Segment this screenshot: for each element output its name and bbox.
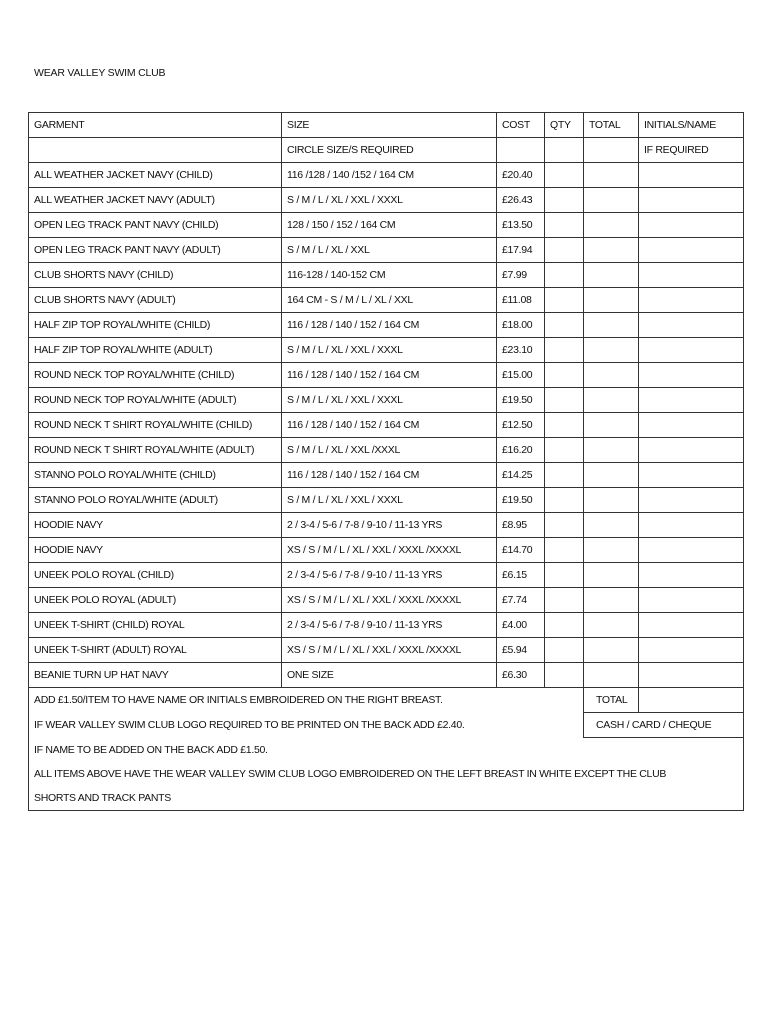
cost-value: £7.99 [497,263,545,288]
size-options[interactable]: 116 / 128 / 140 / 152 / 164 CM [282,363,497,388]
header-qty: QTY [545,113,584,138]
garment-name: ALL WEATHER JACKET NAVY (CHILD) [29,163,282,188]
cost-value: £18.00 [497,313,545,338]
cost-value: £20.40 [497,163,545,188]
cost-value: £16.20 [497,438,545,463]
initials-field[interactable] [639,588,744,613]
order-form-table [28,112,744,811]
size-options[interactable]: XS / S / M / L / XL / XXL / XXXL /XXXXL [282,588,497,613]
garment-row [29,638,744,663]
qty-field[interactable] [545,563,584,588]
cost-value: £14.70 [497,538,545,563]
note-line: ADD £1.50/ITEM TO HAVE NAME OR INITIALS EMBROIDERED ON THE RIGHT BREAST. [29,688,584,713]
subheader-cost-blank [497,138,545,163]
total-field[interactable] [584,563,639,588]
payment-methods[interactable]: CASH / CARD / CHEQUE [584,713,744,738]
garment-name: CLUB SHORTS NAVY (ADULT) [29,288,282,313]
garment-row [29,463,744,488]
notes-blank [584,786,744,811]
cost-value: £19.50 [497,488,545,513]
garment-name: UNEEK POLO ROYAL (ADULT) [29,588,282,613]
garment-name: STANNO POLO ROYAL/WHITE (ADULT) [29,488,282,513]
total-field[interactable] [584,263,639,288]
total-field[interactable] [584,388,639,413]
size-options[interactable]: 116 /128 / 140 /152 / 164 CM [282,163,497,188]
cost-value: £8.95 [497,513,545,538]
qty-field[interactable] [545,363,584,388]
initials-field[interactable] [639,613,744,638]
subheader-size: CIRCLE SIZE/S REQUIRED [282,138,497,163]
cost-value: £13.50 [497,213,545,238]
garment-row [29,363,744,388]
cost-value: £19.50 [497,388,545,413]
cost-value: £6.15 [497,563,545,588]
qty-field[interactable] [545,663,584,688]
garment-name: HOODIE NAVY [29,538,282,563]
qty-field[interactable] [545,613,584,638]
size-options[interactable]: 116 / 128 / 140 / 152 / 164 CM [282,313,497,338]
garment-name: ROUND NECK TOP ROYAL/WHITE (ADULT) [29,388,282,413]
total-field[interactable] [584,463,639,488]
note-row [29,713,744,738]
garment-row [29,413,744,438]
size-options[interactable]: 116-128 / 140-152 CM [282,263,497,288]
qty-field[interactable] [545,313,584,338]
garment-name: HOODIE NAVY [29,513,282,538]
total-field[interactable] [584,513,639,538]
total-field[interactable] [584,538,639,563]
subheader-total-blank [584,138,639,163]
size-options[interactable]: S / M / L / XL / XXL / XXXL [282,488,497,513]
garment-name: BEANIE TURN UP HAT NAVY [29,663,282,688]
initials-field[interactable] [639,288,744,313]
cost-value: £17.94 [497,238,545,263]
size-options[interactable]: 2 / 3-4 / 5-6 / 7-8 / 9-10 / 11-13 YRS [282,563,497,588]
qty-field[interactable] [545,488,584,513]
cost-value: £15.00 [497,363,545,388]
note-row [29,762,744,786]
size-options[interactable]: S / M / L / XL / XXL / XXXL [282,388,497,413]
qty-field[interactable] [545,388,584,413]
initials-field[interactable] [639,663,744,688]
initials-field[interactable] [639,213,744,238]
garment-row [29,338,744,363]
size-options[interactable]: XS / S / M / L / XL / XXL / XXXL /XXXXL [282,538,497,563]
qty-field[interactable] [545,163,584,188]
size-options[interactable]: S / M / L / XL / XXL /XXXL [282,438,497,463]
note-row [29,688,744,713]
initials-field[interactable] [639,563,744,588]
header-garment: GARMENT [29,113,282,138]
header-row [29,113,744,138]
initials-field[interactable] [639,363,744,388]
note-row [29,738,744,763]
garment-row [29,613,744,638]
cost-value: £6.30 [497,663,545,688]
garment-row [29,213,744,238]
garment-name: ALL WEATHER JACKET NAVY (ADULT) [29,188,282,213]
size-options[interactable]: 2 / 3-4 / 5-6 / 7-8 / 9-10 / 11-13 YRS [282,613,497,638]
total-field[interactable] [584,638,639,663]
total-field[interactable] [584,188,639,213]
garment-row [29,188,744,213]
initials-field[interactable] [639,238,744,263]
note-line: IF WEAR VALLEY SWIM CLUB LOGO REQUIRED TO BE PRINTED ON THE BACK ADD £2.40. [29,713,584,738]
cost-value: £12.50 [497,413,545,438]
initials-field[interactable] [639,438,744,463]
total-field[interactable] [584,438,639,463]
garment-name: UNEEK POLO ROYAL (CHILD) [29,563,282,588]
form-title: WEAR VALLEY SWIM CLUB [34,67,166,79]
initials-field[interactable] [639,388,744,413]
total-field[interactable] [584,613,639,638]
garment-row [29,163,744,188]
garment-row [29,538,744,563]
initials-field[interactable] [639,313,744,338]
note-row [29,786,744,811]
size-options[interactable]: 116 / 128 / 140 / 152 / 164 CM [282,463,497,488]
initials-field[interactable] [639,338,744,363]
qty-field[interactable] [545,538,584,563]
total-field[interactable] [584,488,639,513]
qty-field[interactable] [545,463,584,488]
size-options[interactable]: S / M / L / XL / XXL [282,238,497,263]
initials-field[interactable] [639,488,744,513]
qty-field[interactable] [545,288,584,313]
cost-value: £5.94 [497,638,545,663]
garment-name: OPEN LEG TRACK PANT NAVY (CHILD) [29,213,282,238]
size-options[interactable]: ONE SIZE [282,663,497,688]
size-options[interactable]: 2 / 3-4 / 5-6 / 7-8 / 9-10 / 11-13 YRS [282,513,497,538]
garment-row [29,513,744,538]
size-options[interactable]: S / M / L / XL / XXL / XXXL [282,188,497,213]
total-field[interactable] [584,213,639,238]
garment-row [29,238,744,263]
total-field[interactable] [584,288,639,313]
garment-row [29,588,744,613]
total-field[interactable] [584,588,639,613]
initials-field[interactable] [639,413,744,438]
garment-name: ROUND NECK T SHIRT ROYAL/WHITE (CHILD) [29,413,282,438]
size-options[interactable]: 164 CM - S / M / L / XL / XXL [282,288,497,313]
note-line: IF NAME TO BE ADDED ON THE BACK ADD £1.50. [29,738,584,763]
size-options[interactable]: S / M / L / XL / XXL / XXXL [282,338,497,363]
grand-total-label: TOTAL [584,688,639,713]
garment-row [29,388,744,413]
qty-field[interactable] [545,263,584,288]
size-options[interactable]: 128 / 150 / 152 / 164 CM [282,213,497,238]
qty-field[interactable] [545,413,584,438]
total-field[interactable] [584,663,639,688]
header-cost: COST [497,113,545,138]
qty-field[interactable] [545,438,584,463]
header-total: TOTAL [584,113,639,138]
garment-name: ROUND NECK TOP ROYAL/WHITE (CHILD) [29,363,282,388]
total-field[interactable] [584,413,639,438]
cost-value: £23.10 [497,338,545,363]
total-field[interactable] [584,338,639,363]
garment-name: HALF ZIP TOP ROYAL/WHITE (ADULT) [29,338,282,363]
garment-name: STANNO POLO ROYAL/WHITE (CHILD) [29,463,282,488]
header-size: SIZE [282,113,497,138]
garment-row [29,488,744,513]
qty-field[interactable] [545,513,584,538]
garment-name: UNEEK T-SHIRT (CHILD) ROYAL [29,613,282,638]
garment-name: HALF ZIP TOP ROYAL/WHITE (CHILD) [29,313,282,338]
garment-row [29,563,744,588]
size-options[interactable]: XS / S / M / L / XL / XXL / XXXL /XXXXL [282,638,497,663]
garment-row [29,438,744,463]
initials-field[interactable] [639,263,744,288]
qty-field[interactable] [545,213,584,238]
cost-value: £11.08 [497,288,545,313]
total-field[interactable] [584,363,639,388]
qty-field[interactable] [545,638,584,663]
garment-name: UNEEK T-SHIRT (ADULT) ROYAL [29,638,282,663]
garment-name: ROUND NECK T SHIRT ROYAL/WHITE (ADULT) [29,438,282,463]
cost-value: £14.25 [497,463,545,488]
notes-blank [584,738,744,763]
garment-row [29,313,744,338]
initials-field[interactable] [639,638,744,663]
initials-field[interactable] [639,163,744,188]
qty-field[interactable] [545,338,584,363]
subheader-garment-blank [29,138,282,163]
garment-name: OPEN LEG TRACK PANT NAVY (ADULT) [29,238,282,263]
note-line: ALL ITEMS ABOVE HAVE THE WEAR VALLEY SWIM CLUB LOGO EMBROIDERED ON THE LEFT BREAST IN WHITE EXCEPT THE CLUB [29,762,584,786]
subheader-qty-blank [545,138,584,163]
total-field[interactable] [584,163,639,188]
header-initials: INITIALS/NAME [639,113,744,138]
size-options[interactable]: 116 / 128 / 140 / 152 / 164 CM [282,413,497,438]
cost-value: £7.74 [497,588,545,613]
qty-field[interactable] [545,588,584,613]
cost-value: £26.43 [497,188,545,213]
initials-field[interactable] [639,538,744,563]
qty-field[interactable] [545,238,584,263]
cost-value: £4.00 [497,613,545,638]
subheader-row [29,138,744,163]
total-field[interactable] [584,313,639,338]
subheader-initials: IF REQUIRED [639,138,744,163]
total-field[interactable] [584,238,639,263]
initials-field[interactable] [639,463,744,488]
note-line: SHORTS AND TRACK PANTS [29,786,584,811]
initials-field[interactable] [639,188,744,213]
qty-field[interactable] [545,188,584,213]
grand-total-field[interactable] [639,688,744,713]
initials-field[interactable] [639,513,744,538]
garment-row [29,263,744,288]
garment-name: CLUB SHORTS NAVY (CHILD) [29,263,282,288]
garment-row [29,288,744,313]
garment-row [29,663,744,688]
